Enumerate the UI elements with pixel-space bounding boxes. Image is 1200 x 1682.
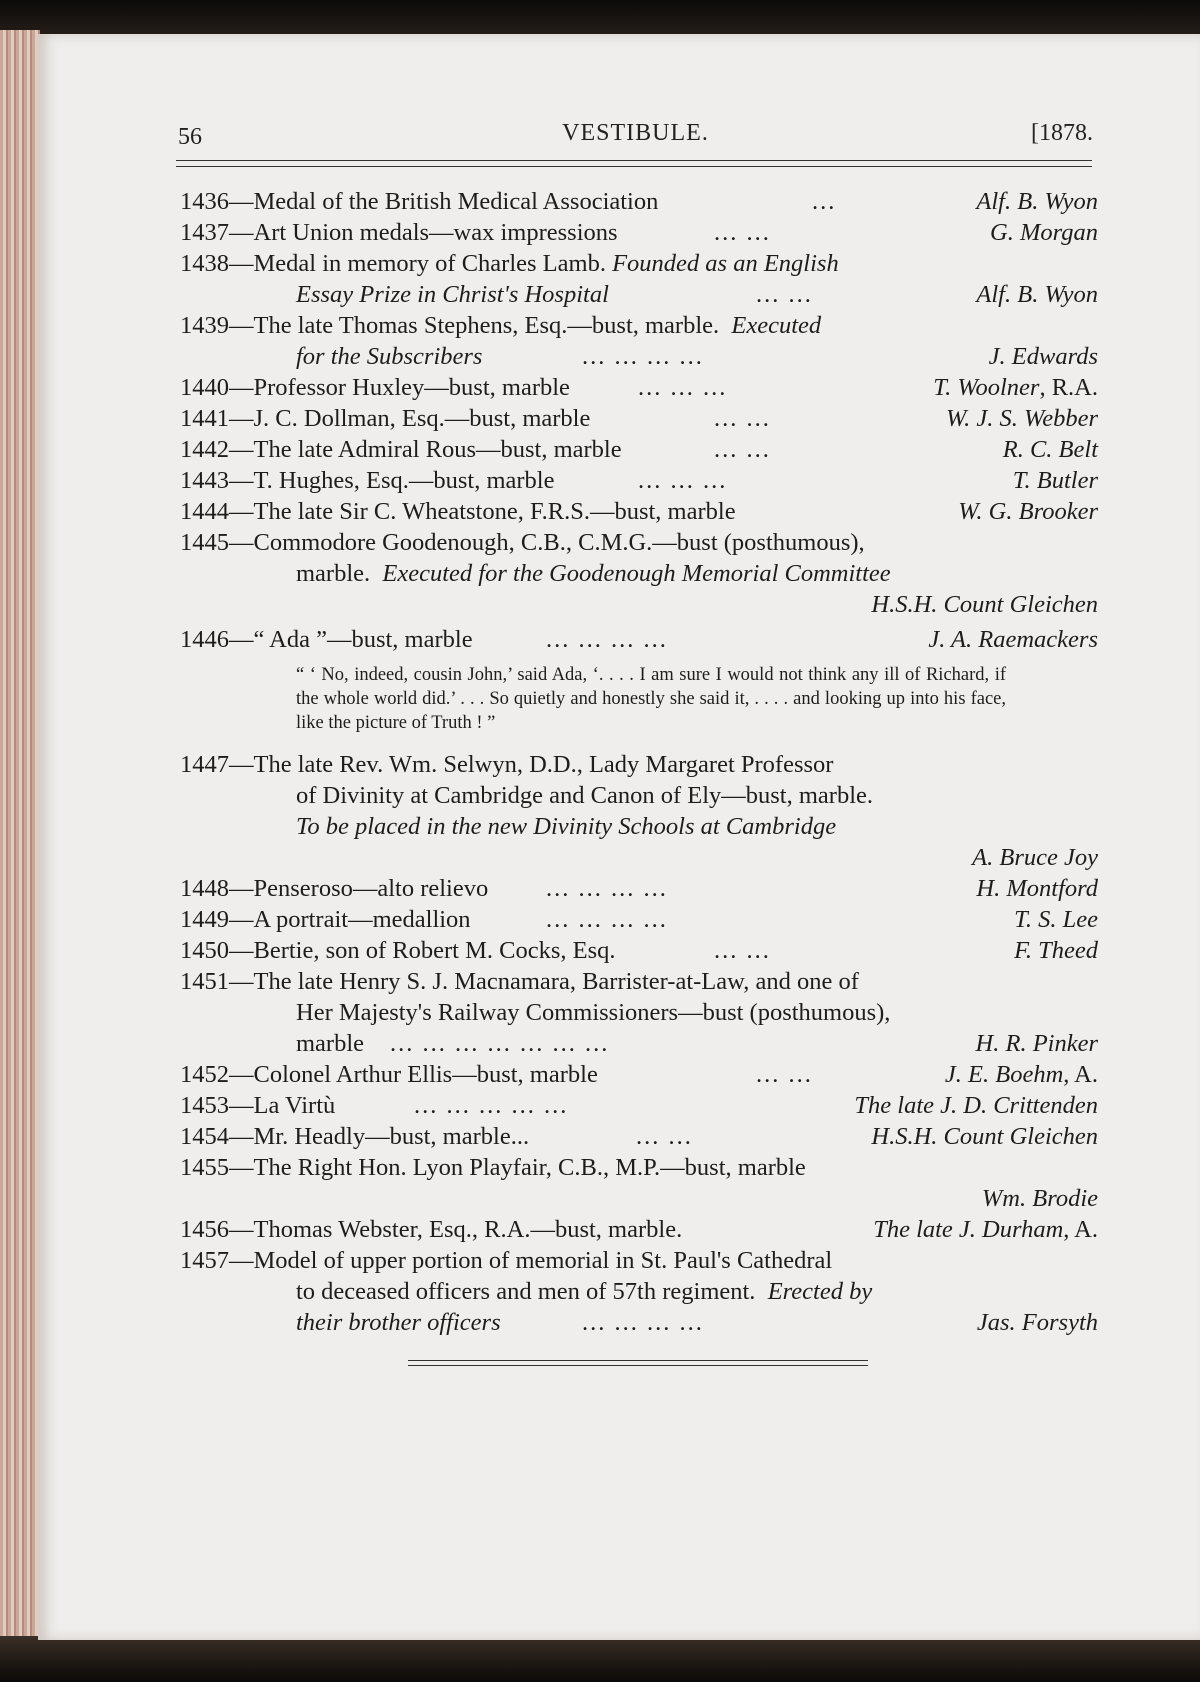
entry-text: 1436—Medal of the British Medical Association	[180, 188, 659, 215]
entry-text: 1457—Model of upper portion of memorial in St. Paul's Cathedral	[180, 1247, 833, 1274]
entry-1440	[180, 372, 1098, 403]
year-label: [1878.	[1031, 120, 1093, 146]
entry-material: marble	[296, 1030, 365, 1057]
artist-name: J. A. Raemackers	[928, 626, 1098, 653]
leader-dots: ...	[812, 188, 837, 215]
closing-rule	[408, 1360, 868, 1366]
entry-text-continued	[296, 558, 891, 589]
artist-name: H.S.H. Count Gleichen	[871, 1123, 1098, 1150]
artist-suffix: , A.	[1063, 1061, 1098, 1088]
entry-1441	[180, 403, 1098, 434]
entry-text	[180, 248, 839, 279]
leader-dots: ... ... ... ... ... ... ...	[390, 1030, 610, 1057]
artist-name: J. Edwards	[988, 343, 1098, 370]
entry-note: Erected by	[767, 1278, 873, 1305]
artist-name: A. Bruce Joy	[972, 844, 1098, 871]
leader-dots: ... ...	[636, 1123, 693, 1150]
leader-dots: ... ... ... ...	[546, 875, 668, 902]
artist-name: G. Morgan	[990, 219, 1098, 246]
entry-1437	[180, 217, 1098, 248]
ada-quotation: “ ‘ No, indeed, cousin John,’ said Ada, ‘. . . . I am sure I would not think any ill of Richard, if the whole world did.’ . . . So quietly and honestly she said it, . . . . and looking up into his face, like the picture of Truth ! ”	[296, 665, 1006, 733]
catalogue-list	[180, 186, 1098, 1366]
entry-text-continued	[296, 1276, 872, 1307]
entry-1455	[180, 1152, 1098, 1214]
book-edge-bottom	[0, 1636, 1200, 1682]
entry-text	[180, 310, 821, 341]
entry-1445	[180, 527, 1098, 620]
page-stack-edge	[0, 30, 40, 1642]
artist-name-text: J. E. Boehm	[944, 1061, 1064, 1088]
entry-note-continued: for the Subscribers	[296, 343, 483, 370]
entry-text: 1444—The late Sir C. Wheatstone, F.R.S.—bust, marble	[180, 498, 736, 525]
entry-1444	[180, 496, 1098, 527]
entry-note-continued: Essay Prize in Christ's Hospital	[296, 281, 609, 308]
entry-text-continued: Her Majesty's Railway Commissioners—bust (posthumous),	[296, 999, 891, 1026]
entry-note: Executed for the Goodenough Memorial Committee	[382, 560, 891, 587]
entry-text: 1453—La Virtù	[180, 1092, 336, 1119]
entry-1454	[180, 1121, 1098, 1152]
artist-name: W. J. S. Webber	[946, 405, 1098, 432]
leader-dots: ... ...	[714, 219, 771, 246]
artist-name: T. Butler	[1012, 467, 1098, 494]
entry-text: 1442—The late Admiral Rous—bust, marble	[180, 436, 622, 463]
entry-note: To be placed in the new Divinity Schools at Cambridge	[296, 813, 837, 840]
entry-text: 1441—J. C. Dollman, Esq.—bust, marble	[180, 405, 591, 432]
artist-name-text: The late J. Durham	[873, 1216, 1064, 1243]
artist-name: Jas. Forsyth	[976, 1309, 1098, 1336]
entry-1439	[180, 310, 1098, 372]
leader-dots: ... ...	[756, 281, 813, 308]
entry-1452	[180, 1059, 1098, 1090]
entry-text-continued: of Divinity at Cambridge and Canon of Ely—bust, marble.	[296, 782, 874, 809]
artist-name	[873, 1214, 1098, 1245]
header-rule	[176, 160, 1092, 167]
entry-text: 1440—Professor Huxley—bust, marble	[180, 374, 570, 401]
entry-note: Executed	[731, 312, 822, 339]
artist-name: The late J. D. Crittenden	[854, 1092, 1098, 1119]
entry-text: 1446—“ Ada ”—bust, marble	[180, 626, 473, 653]
entry-1450	[180, 935, 1098, 966]
entry-title: —Medal in memory of Charles Lamb.	[229, 250, 606, 277]
entry-1438	[180, 248, 1098, 310]
leader-dots: ... ...	[756, 1061, 813, 1088]
entry-text: 1448—Penseroso—alto relievo	[180, 875, 489, 902]
leader-dots: ... ... ...	[638, 374, 728, 401]
artist-name: Alf. B. Wyon	[976, 188, 1098, 215]
entry-text: 1437—Art Union medals—wax impressions	[180, 219, 618, 246]
leader-dots: ... ...	[714, 405, 771, 432]
section-title: VESTIBULE.	[562, 120, 709, 146]
artist-name: W. G. Brooker	[958, 498, 1098, 525]
page-number: 56	[178, 124, 202, 150]
artist-suffix: , R.A.	[1039, 374, 1098, 401]
artist-name: R. C. Belt	[1002, 436, 1098, 463]
leader-dots: ... ...	[714, 436, 771, 463]
entry-text: 1456—Thomas Webster, Esq., R.A.—bust, marble.	[180, 1216, 683, 1243]
entry-number: 1439	[180, 312, 229, 339]
artist-name: Wm. Brodie	[981, 1185, 1098, 1212]
entry-1442	[180, 434, 1098, 465]
entry-note: Founded as an English	[612, 250, 839, 277]
entry-text: 1445—Commodore Goodenough, C.B., C.M.G.—bust (posthumous),	[180, 529, 865, 556]
entry-text: 1443—T. Hughes, Esq.—bust, marble	[180, 467, 555, 494]
entry-1443	[180, 465, 1098, 496]
artist-name: H.S.H. Count Gleichen	[871, 591, 1098, 618]
entry-1447	[180, 749, 1098, 873]
entry-1457	[180, 1245, 1098, 1338]
entry-text: 1447—The late Rev. Wm. Selwyn, D.D., Lady Margaret Professor	[180, 751, 834, 778]
entry-1446	[180, 624, 1098, 655]
artist-suffix: , A.	[1063, 1216, 1098, 1243]
artist-name	[945, 1059, 1098, 1090]
entry-1453	[180, 1090, 1098, 1121]
entry-number: 1438	[180, 250, 229, 277]
leader-dots: ... ... ...	[638, 467, 728, 494]
leader-dots: ... ... ... ...	[582, 343, 704, 370]
leader-dots: ... ... ... ...	[546, 906, 668, 933]
artist-name: T. S. Lee	[1014, 906, 1098, 933]
artist-name: Alf. B. Wyon	[976, 281, 1098, 308]
entry-note-continued: their brother officers	[296, 1309, 501, 1336]
entry-text-part: to deceased officers and men of 57th regiment.	[296, 1278, 756, 1305]
entry-text: 1449—A portrait—medallion	[180, 906, 471, 933]
artist-name: H. Montford	[976, 875, 1098, 902]
entry-text: 1451—The late Henry S. J. Macnamara, Barrister-at-Law, and one of	[180, 968, 859, 995]
entry-text: 1455—The Right Hon. Lyon Playfair, C.B., M.P.—bust, marble	[180, 1154, 806, 1181]
entry-text: 1454—Mr. Headly—bust, marble...	[180, 1123, 530, 1150]
leader-dots: ... ... ... ... ...	[414, 1092, 569, 1119]
entry-1448	[180, 873, 1098, 904]
entry-1451	[180, 966, 1098, 1059]
leader-dots: ... ... ... ...	[582, 1309, 704, 1336]
entry-title: —The late Thomas Stephens, Esq.—bust, marble.	[229, 312, 720, 339]
leader-dots: ... ... ... ...	[546, 626, 668, 653]
artist-name	[933, 372, 1098, 403]
artist-name-text: T. Woolner	[933, 374, 1040, 401]
entry-1456	[180, 1214, 1098, 1245]
running-header	[178, 120, 1093, 154]
artist-name: F. Theed	[1014, 937, 1098, 964]
entry-material: marble.	[296, 560, 371, 587]
artist-name: H. R. Pinker	[975, 1030, 1098, 1057]
entry-text: 1450—Bertie, son of Robert M. Cocks, Esq.	[180, 937, 616, 964]
leader-dots: ... ...	[714, 937, 771, 964]
entry-text: 1452—Colonel Arthur Ellis—bust, marble	[180, 1061, 598, 1088]
entry-1436	[180, 186, 1098, 217]
entry-1449	[180, 904, 1098, 935]
